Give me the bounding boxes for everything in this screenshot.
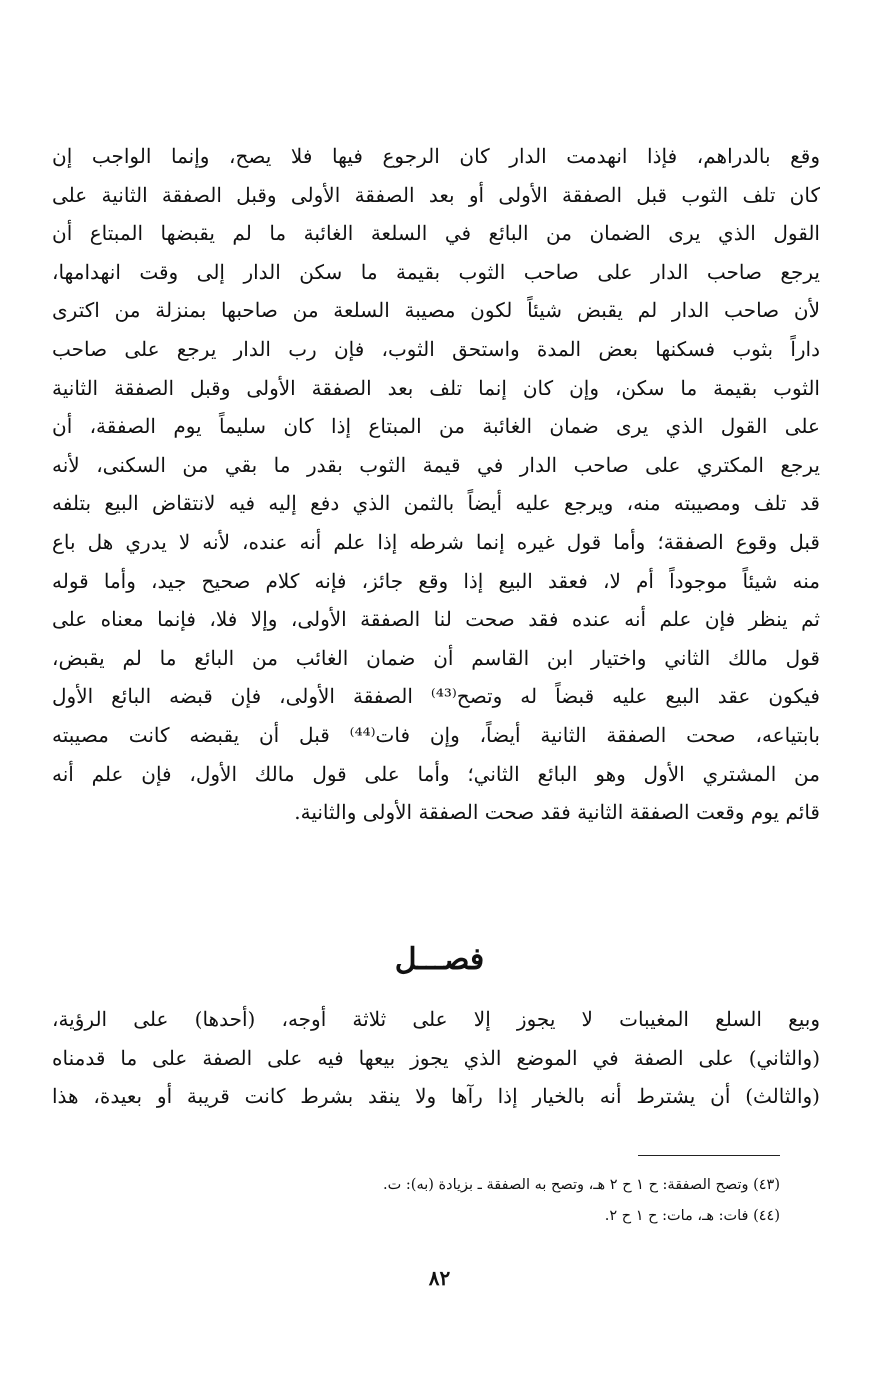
text-line: (والثاني) على الصفة في الموضع الذي يجوز بيعها فيه على الصفة على ما قدمناه — [52, 1045, 820, 1070]
text-line: وقع بالدراهم، فإذا انهدمت الدار كان الرجوع فيها فلا يصح، وإنما الواجب إن — [52, 144, 820, 168]
footnote: (٤٤) فات: هـ، مات: ح ١ ح ٢. — [604, 1208, 780, 1224]
text-line: بابتياعه، صحت الصفقة الثانية أيضاً، وإن فات⁽⁴⁴⁾ قبل أن يقبضه كانت مصيبته — [52, 722, 820, 747]
text-line: لأن صاحب الدار لم يقبض شيئاً لكون مصيبة السلعة من صاحبها بمنزلة من اكترى — [52, 298, 820, 323]
text-line: منه شيئاً موجوداً أم لا، فعقد البيع إذا وقع جائز، فإنه كلام صحيح جيد، وأما قوله — [52, 568, 820, 593]
text-line: (والثالث) أن يشترط أنه بالخيار إذا رآها ولا ينقد بشرط كانت قريبة أو بعيدة، هذا — [52, 1084, 820, 1109]
section-heading: فصـــل — [394, 942, 485, 977]
footnote: (٤٣) وتصح الصفقة: ح ١ ح ٢ هـ، وتصح به الصفقة ـ بزيادة (به): ت. — [383, 1177, 780, 1193]
main-text — [52, 137, 820, 832]
footnotes — [52, 1170, 780, 1232]
text-line: فيكون عقد البيع عليه قبضاً له وتصح⁽⁴³⁾ الصفقة الأولى، فإن قبضه البائع الأول — [52, 684, 820, 709]
text-line: قبل وقوع الصفقة؛ وأما قول غيره إنما شرطه إذا علم أنه عنده، لأنه لا يدري هل باع — [52, 529, 820, 554]
page-number: ٨٢ — [428, 1266, 451, 1290]
text-line: على القول الذي يرى ضمان الغائبة من المبتاع إذا كان سليماً يوم الصفقة، أن — [52, 414, 820, 439]
text-line: يرجع المكتري على صاحب الدار في قيمة الثوب بقدر ما بقي من السكنى، لأنه — [52, 452, 820, 477]
footnote-divider — [638, 1155, 780, 1156]
text-line: داراً بثوب فسكنها بعض المدة واستحق الثوب، فإن رب الدار يرجع على صاحب — [52, 336, 820, 361]
text-line: كان تلف الثوب قبل الصفقة الأولى أو بعد الصفقة الأولى وقبل الصفقة الثانية على — [52, 182, 820, 207]
text-line: قائم يوم وقعت الصفقة الثانية فقد صحت الصفقة الأولى والثانية. — [294, 800, 820, 825]
text-line: وبيع السلع المغيبات لا يجوز إلا على ثلاثة أوجه، (أحدها) على الرؤية، — [52, 1007, 820, 1031]
section-text — [52, 1000, 820, 1116]
text-line: من المشتري الأول وهو البائع الثاني؛ وأما على قول مالك الأول، فإن علم أنه — [52, 761, 820, 786]
text-line: قد تلف ومصيبته منه، ويرجع عليه أيضاً بالثمن الذي دفع إليه فيه لانتقاض البيع بتلفه — [52, 491, 820, 516]
text-line: يرجع صاحب الدار على صاحب الثوب بقيمة ما سكن الدار إلى وقت انهدامها، — [52, 259, 820, 284]
text-line: ثم ينظر فإن علم أنه عنده فقد صحت لنا الصفقة الأولى، وإلا فلا، فإنما معناه على — [52, 607, 820, 632]
text-line: قول مالك الثاني واختيار ابن القاسم أن ضمان الغائب من البائع ما لم يقبض، — [52, 645, 820, 670]
text-line: الثوب بقيمة ما سكن، وإن كان إنما تلف بعد الصفقة الأولى وقبل الصفقة الثانية — [52, 375, 820, 400]
text-line: القول الذي يرى الضمان من البائع في السلعة الغائبة ما لم يقبضها المبتاع أن — [52, 221, 820, 246]
